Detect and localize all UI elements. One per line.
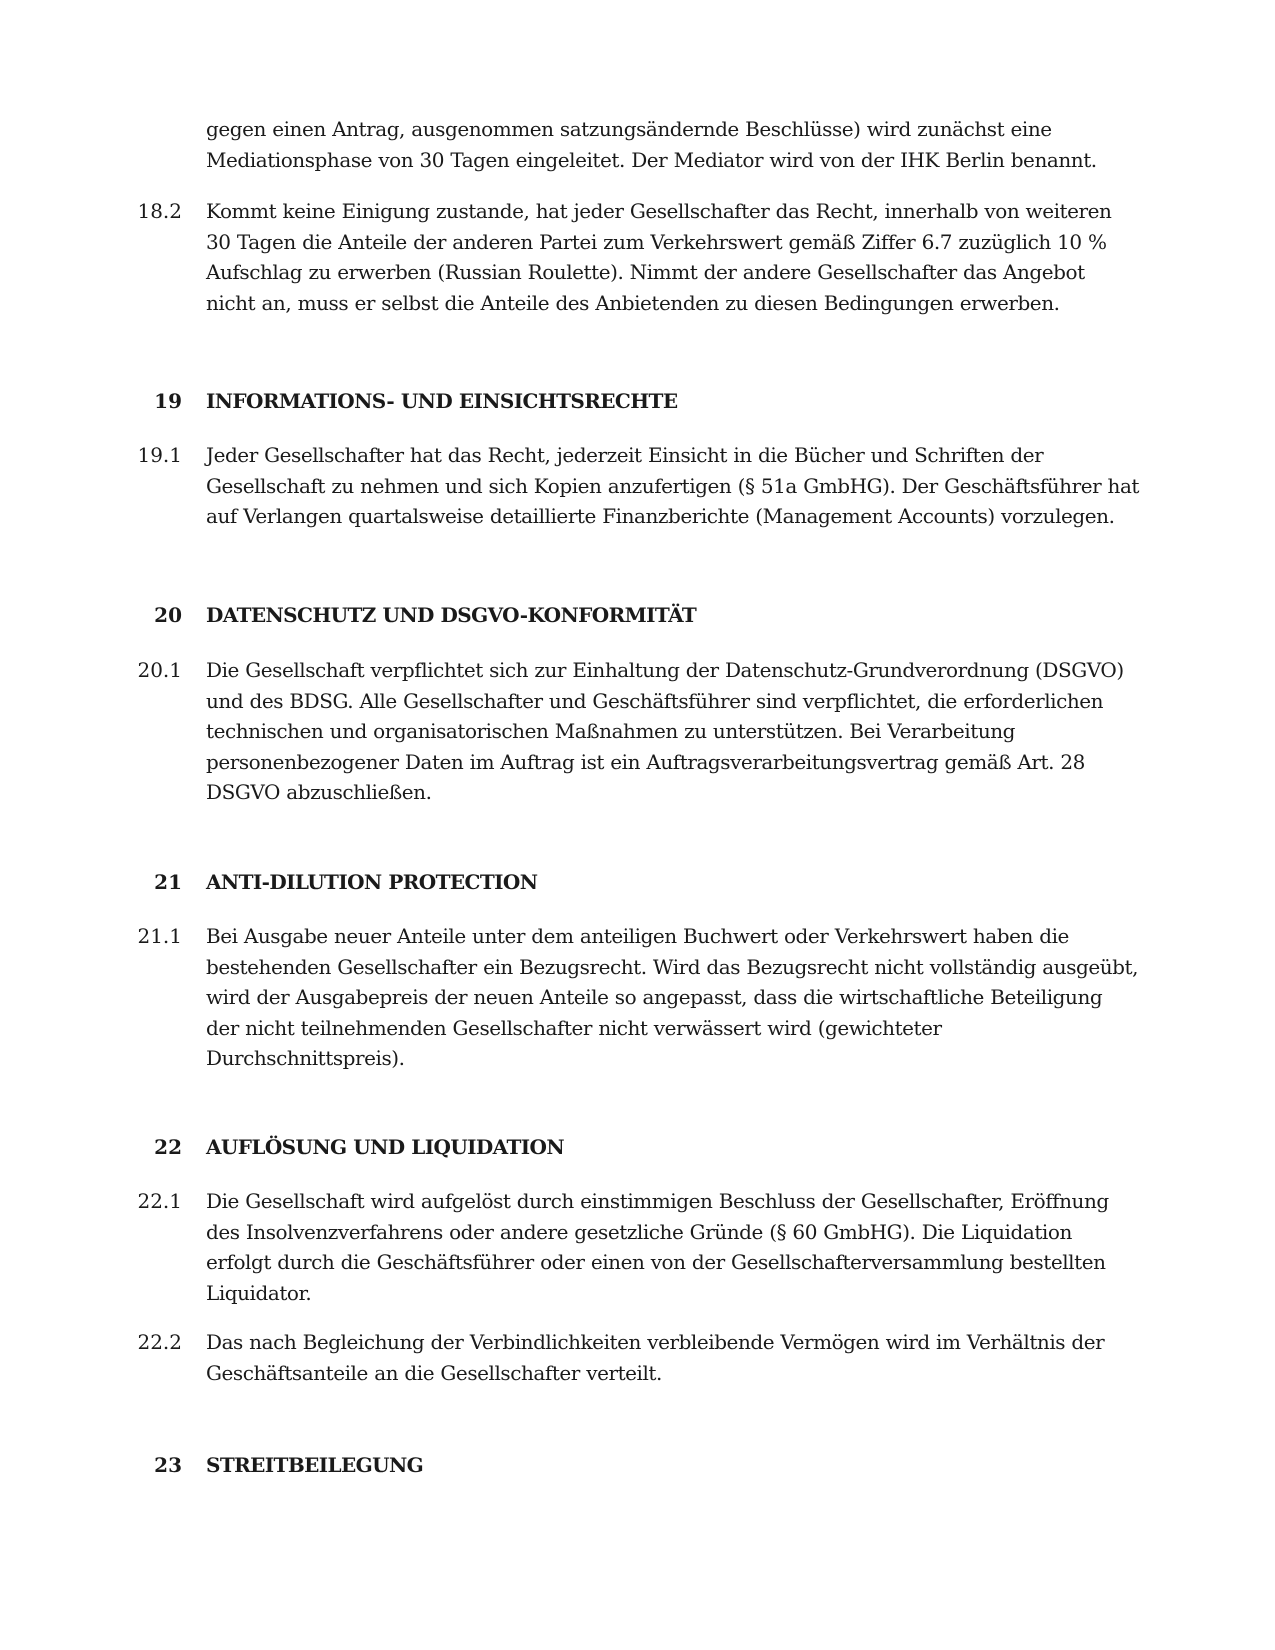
text-line: wird der Ausgabepreis der neuen Anteile so angepasst, dass die wirtschaftliche Beteiligung <box>206 985 1103 1009</box>
text-line: personenbezogener Daten im Auftrag ist ein Auftragsverarbeitungsvertrag gemäß Art. 28 <box>206 749 1085 774</box>
text-line: Jeder Gesellschafter hat das Recht, jederzeit Einsicht in die Bücher und Schriften der <box>206 443 1044 467</box>
clause-number: 19.1 <box>137 443 182 467</box>
text-line: Durchschnittspreis). <box>206 1046 405 1070</box>
section-title <box>206 600 1136 631</box>
section-number: 19 <box>154 389 182 413</box>
text-line: und des BDSG. Alle Gesellschafter und Geschäftsführer sind verpflichtet, die erforderlichen <box>206 688 1104 713</box>
clause-text <box>206 196 1136 318</box>
text-line: Das nach Begleichung der Verbindlichkeiten verbleibende Vermögen wird im Verhältnis der <box>206 1330 1105 1354</box>
clause-number: 22.2 <box>137 1330 182 1354</box>
clause-text <box>206 440 1140 532</box>
text-line: Bei Ausgabe neuer Anteile unter dem anteiligen Buchwert oder Verkehrswert haben die <box>206 924 1069 948</box>
text-line: DATENSCHUTZ UND DSGVO-KONFORMITÄT <box>206 603 697 627</box>
text-line: bestehenden Gesellschafter ein Bezugsrecht. Wird das Bezugsrecht nicht vollständig ausgeübt, <box>206 954 1139 979</box>
clause-text <box>206 1186 1136 1308</box>
text-line: Aufschlag zu erwerben (Russian Roulette). Nimmt der andere Gesellschafter das Angebot <box>206 260 1085 284</box>
clause-text <box>206 655 1136 808</box>
text-line: Mediationsphase von 30 Tagen eingeleitet. Der Mediator wird von der IHK Berlin benannt. <box>206 147 1097 172</box>
clause-text <box>206 1327 1136 1388</box>
text-line: technischen und organisatorischen Maßnahmen zu unterstützen. Bei Verarbeitung <box>206 719 1016 743</box>
text-line: 30 Tagen die Anteile der anderen Partei zum Verkehrswert gemäß Ziffer 6.7 zuzüglich 10 % <box>206 229 1107 254</box>
text-line: der nicht teilnehmenden Gesellschafter nicht verwässert wird (gewichteter <box>206 1015 942 1040</box>
text-line: nicht an, muss er selbst die Anteile des Anbietenden zu diesen Bedingungen erwerben. <box>206 290 1060 315</box>
section-title <box>206 386 1136 417</box>
clause-text <box>206 114 1136 175</box>
section-number: 23 <box>154 1453 182 1477</box>
text-line: erfolgt durch die Geschäftsführer oder einen von der Gesellschafterversammlung bestellten <box>206 1250 1106 1274</box>
section-title <box>206 1132 1136 1163</box>
text-line: ANTI-DILUTION PROTECTION <box>206 870 538 894</box>
text-line: auf Verlangen quartalsweise detaillierte Finanzberichte (Management Accounts) vorzulegen. <box>206 504 1115 528</box>
section-title <box>206 1450 1136 1481</box>
text-line: INFORMATIONS- UND EINSICHTSRECHTE <box>206 389 678 413</box>
clause-number: 22.1 <box>137 1189 182 1213</box>
text-line: Die Gesellschaft verpflichtet sich zur Einhaltung der Datenschutz-Grundverordnung (DSGVO) <box>206 658 1124 682</box>
section-number: 22 <box>154 1135 182 1159</box>
section-number: 21 <box>154 870 182 894</box>
text-line: Gesellschaft zu nehmen und sich Kopien anzufertigen (§ 51a GmbHG). Der Geschäftsführer hat <box>206 473 1140 498</box>
text-line: STREITBEILEGUNG <box>206 1453 424 1477</box>
text-line: Kommt keine Einigung zustande, hat jeder Gesellschafter das Recht, innerhalb von weiteren <box>206 199 1112 223</box>
section-title <box>206 867 1136 898</box>
text-line: gegen einen Antrag, ausgenommen satzungsändernde Beschlüsse) wird zunächst eine <box>206 117 1052 141</box>
clause-number: 21.1 <box>137 924 182 948</box>
clause-number: 18.2 <box>137 199 182 223</box>
clause-text <box>206 921 1139 1074</box>
text-line: Geschäftsanteile an die Gesellschafter verteilt. <box>206 1360 662 1385</box>
section-number: 20 <box>154 603 182 627</box>
text-line: DSGVO abzuschließen. <box>206 780 432 804</box>
text-line: Liquidator. <box>206 1280 312 1305</box>
text-line: Die Gesellschaft wird aufgelöst durch einstimmigen Beschluss der Gesellschafter, Eröffnung <box>206 1189 1109 1213</box>
text-line: des Insolvenzverfahrens oder andere gesetzliche Gründe (§ 60 GmbHG). Die Liquidation <box>206 1219 1072 1244</box>
clause-number: 20.1 <box>137 658 182 682</box>
text-line: AUFLÖSUNG UND LIQUIDATION <box>206 1135 565 1159</box>
